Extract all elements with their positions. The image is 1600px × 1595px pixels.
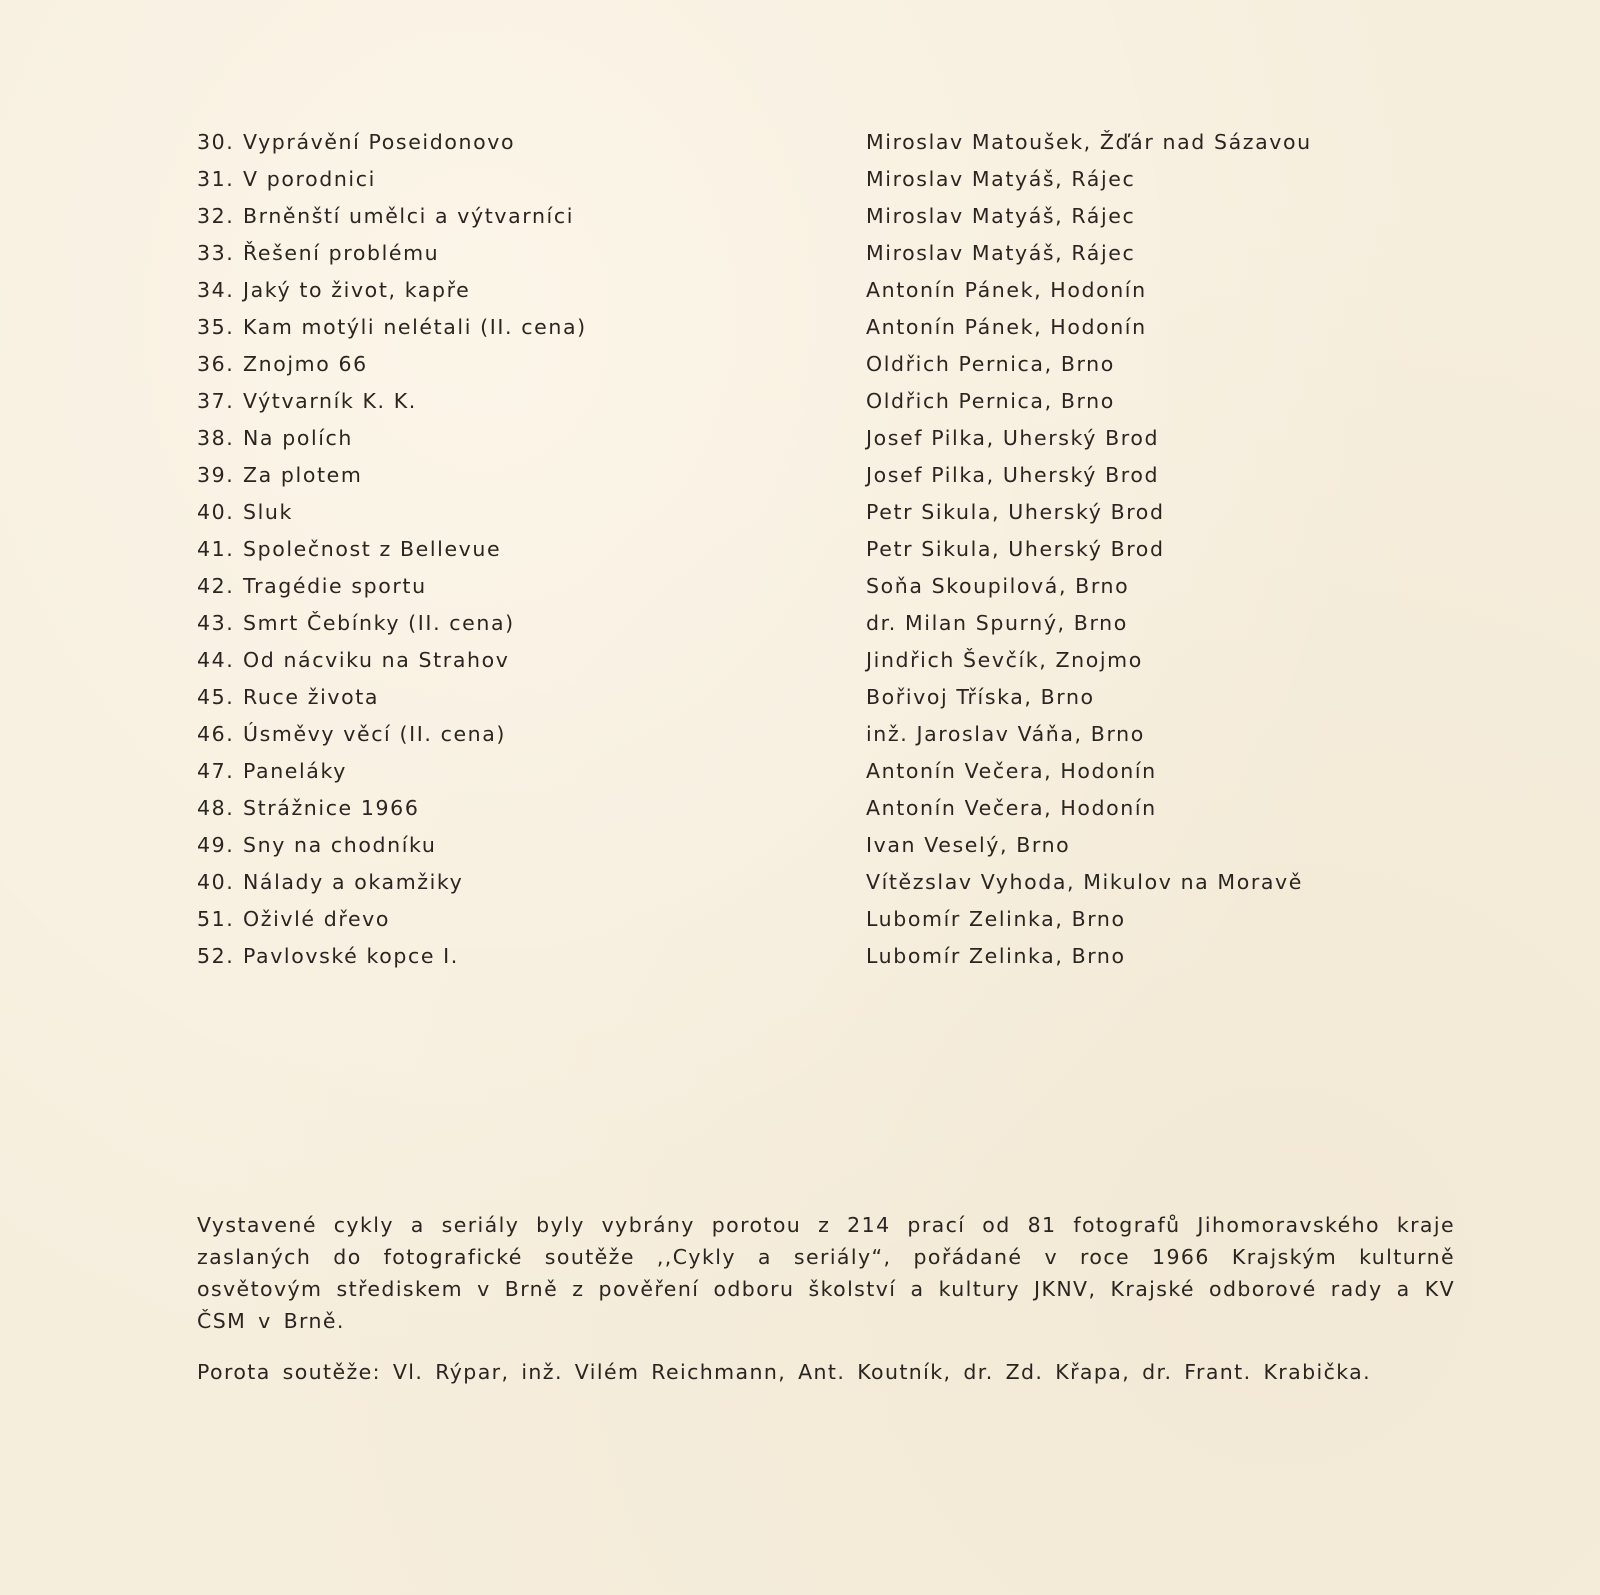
entry-title: Na polích: [243, 426, 354, 450]
entry-title: Paneláky: [243, 759, 347, 783]
entry-number: 39.: [197, 463, 235, 487]
list-item: [0, 346, 1600, 383]
entry-author: Lubomír Zelinka, Brno: [866, 907, 1126, 931]
entry-title: Znojmo 66: [243, 352, 368, 376]
entry-title: Řešení problému: [243, 241, 440, 265]
entry-author: Miroslav Matyáš, Rájec: [866, 167, 1136, 191]
entry-title: Jaký to život, kapře: [243, 278, 471, 302]
entry-number: 38.: [197, 426, 235, 450]
entry-title: Od nácviku na Strahov: [243, 648, 510, 672]
entry-title: Sny na chodníku: [243, 833, 437, 857]
entry-number: 51.: [197, 907, 235, 931]
entry-title: Pavlovské kopce I.: [243, 944, 459, 968]
entry-title: Úsměvy věcí (II. cena): [243, 722, 507, 746]
list-item: [0, 642, 1600, 679]
entry-title: Tragédie sportu: [243, 574, 427, 598]
entry-author: Antonín Pánek, Hodonín: [866, 278, 1147, 302]
entry-author: Antonín Večera, Hodonín: [866, 759, 1157, 783]
entry-author: Oldřich Pernica, Brno: [866, 352, 1115, 376]
entry-number: 37.: [197, 389, 235, 413]
entry-author: inž. Jaroslav Váňa, Brno: [866, 722, 1145, 746]
entry-title: Strážnice 1966: [243, 796, 420, 820]
entry-number: 30.: [197, 130, 235, 154]
entry-number: 44.: [197, 648, 235, 672]
entry-title: Ruce života: [243, 685, 380, 709]
entry-author: Josef Pilka, Uherský Brod: [866, 426, 1160, 450]
entry-title: V porodnici: [243, 167, 376, 191]
list-item: [0, 679, 1600, 716]
entry-author: Antonín Pánek, Hodonín: [866, 315, 1147, 339]
list-item: [0, 753, 1600, 790]
entry-number: 41.: [197, 537, 235, 561]
list-item: [0, 938, 1600, 975]
list-item: [0, 827, 1600, 864]
entry-title: Nálady a okamžiky: [243, 870, 464, 894]
entry-number: 52.: [197, 944, 235, 968]
entry-author: Petr Sikula, Uherský Brod: [866, 500, 1165, 524]
entry-author: Miroslav Matyáš, Rájec: [866, 241, 1136, 265]
entry-author: Ivan Veselý, Brno: [866, 833, 1071, 857]
list-item: [0, 716, 1600, 753]
entry-title: Za plotem: [243, 463, 363, 487]
entry-number: 49.: [197, 833, 235, 857]
entry-number: 40.: [197, 870, 235, 894]
list-item: [0, 309, 1600, 346]
entry-author: Oldřich Pernica, Brno: [866, 389, 1115, 413]
entry-number: 43.: [197, 611, 235, 635]
entry-number: 47.: [197, 759, 235, 783]
entry-title: Oživlé dřevo: [243, 907, 391, 931]
list-item: [0, 494, 1600, 531]
list-item: [0, 383, 1600, 420]
entry-number: 40.: [197, 500, 235, 524]
entry-author: Miroslav Matyáš, Rájec: [866, 204, 1136, 228]
list-item: [0, 124, 1600, 161]
entry-title: Společnost z Bellevue: [243, 537, 502, 561]
list-item: [0, 161, 1600, 198]
entry-title: Sluk: [243, 500, 293, 524]
entry-number: 46.: [197, 722, 235, 746]
jury-line: Porota soutěže: Vl. Rýpar, inž. Vilém Reichmann, Ant. Koutník, dr. Zd. Křapa, dr. Frant. Krabička.: [197, 1360, 1372, 1384]
exhibition-note: Vystavené cykly a seriály byly vybrány porotou z 214 prací od 81 fotografů Jihomoravského kraje zaslaných do fotografické soutěže ,,Cykly a seriály“, pořádané v roce 1966 Krajským kulturně osvětovým střediskem v Brně z pověření odboru školství a kultury JKNV, Krajské odborové rady a KV ČSM v Brně.: [197, 1213, 1455, 1333]
list-item: [0, 605, 1600, 642]
list-item: [0, 568, 1600, 605]
entry-number: 35.: [197, 315, 235, 339]
entry-author: Soňa Skoupilová, Brno: [866, 574, 1130, 598]
entry-title: Brněnští umělci a výtvarníci: [243, 204, 575, 228]
entry-title: Kam motýli nelétali (II. cena): [243, 315, 587, 339]
entry-number: 48.: [197, 796, 235, 820]
entry-title: Výtvarník K. K.: [243, 389, 417, 413]
entry-author: Jindřich Ševčík, Znojmo: [866, 648, 1143, 672]
entry-number: 36.: [197, 352, 235, 376]
entry-number: 33.: [197, 241, 235, 265]
list-item: [0, 420, 1600, 457]
entry-title: Smrt Čebínky (II. cena): [243, 611, 515, 635]
entry-author: dr. Milan Spurný, Brno: [866, 611, 1128, 635]
list-item: [0, 864, 1600, 901]
list-item: [0, 901, 1600, 938]
entry-author: Vítězslav Vyhoda, Mikulov na Moravě: [866, 870, 1304, 894]
entry-author: Lubomír Zelinka, Brno: [866, 944, 1126, 968]
list-item: [0, 235, 1600, 272]
entry-number: 45.: [197, 685, 235, 709]
entry-number: 32.: [197, 204, 235, 228]
entry-author: Petr Sikula, Uherský Brod: [866, 537, 1165, 561]
entry-author: Bořivoj Tříska, Brno: [866, 685, 1095, 709]
entry-number: 42.: [197, 574, 235, 598]
list-item: [0, 790, 1600, 827]
list-item: [0, 457, 1600, 494]
list-item: [0, 531, 1600, 568]
entry-author: Josef Pilka, Uherský Brod: [866, 463, 1160, 487]
entry-author: Antonín Večera, Hodonín: [866, 796, 1157, 820]
entry-author: Miroslav Matoušek, Žďár nad Sázavou: [866, 130, 1312, 154]
list-item: [0, 272, 1600, 309]
entry-number: 34.: [197, 278, 235, 302]
entry-number: 31.: [197, 167, 235, 191]
entry-title: Vyprávění Poseidonovo: [243, 130, 516, 154]
list-item: [0, 198, 1600, 235]
